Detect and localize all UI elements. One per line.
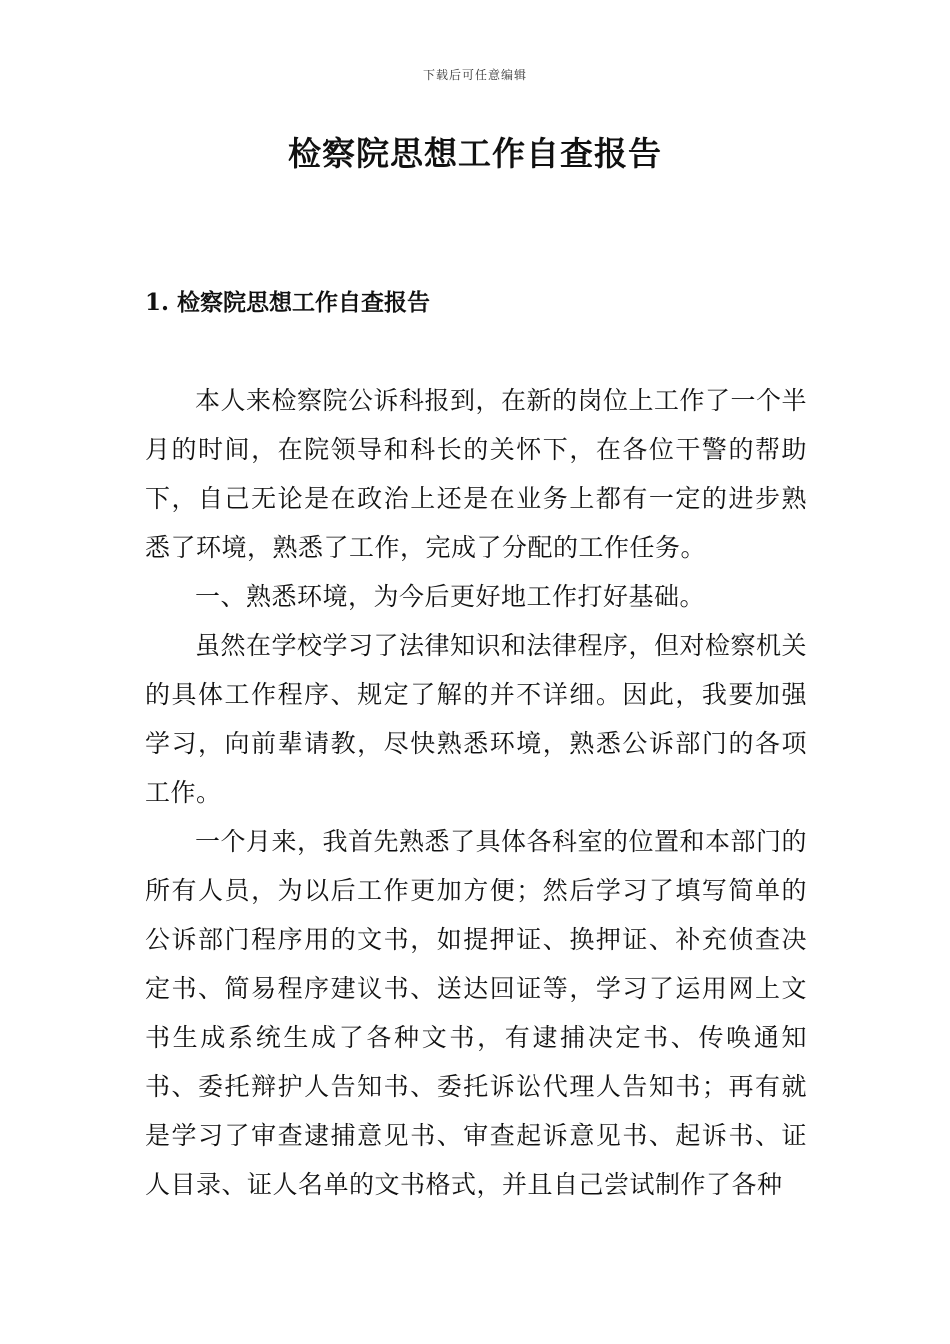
- section-heading: 1. 检察院思想工作自查报告: [145, 289, 431, 316]
- document-body: [145, 376, 807, 1209]
- paragraph: 本人来检察院公诉科报到，在新的岗位上工作了一个半月的时间，在院领导和科长的关怀下，在各位干警的帮助下，自己无论是在政治上还是在业务上都有一定的进步熟悉了环境，熟悉了工作，完成了分配的工作任务。: [145, 386, 808, 562]
- page-header-note: 下载后可任意编辑: [422, 68, 527, 82]
- paragraph: 一、熟悉环境，为今后更好地工作打好基础。: [195, 582, 706, 611]
- paragraph: 虽然在学校学习了法律知识和法律程序，但对检察机关的具体工作程序、规定了解的并不详细。因此，我要加强学习，向前辈请教，尽快熟悉环境，熟悉公诉部门的各项工作。: [145, 631, 808, 807]
- paragraph: 一个月来，我首先熟悉了具体各科室的位置和本部门的所有人员，为以后工作更加方便；然后学习了填写简单的公诉部门程序用的文书，如提押证、换押证、补充侦查决定书、简易程序建议书、送达回证等，学习了运用网上文书生成系统生成了各种文书，有逮捕决定书、传唤通知书、委托辩护人告知书、委托诉讼代理人告知书；再有就是学习了审查逮捕意见书、审查起诉意见书、起诉书、证人目录、证人名单的文书格式，并且自己尝试制作了各种: [145, 827, 808, 1199]
- document-title: 检察院思想工作自查报告: [288, 134, 662, 173]
